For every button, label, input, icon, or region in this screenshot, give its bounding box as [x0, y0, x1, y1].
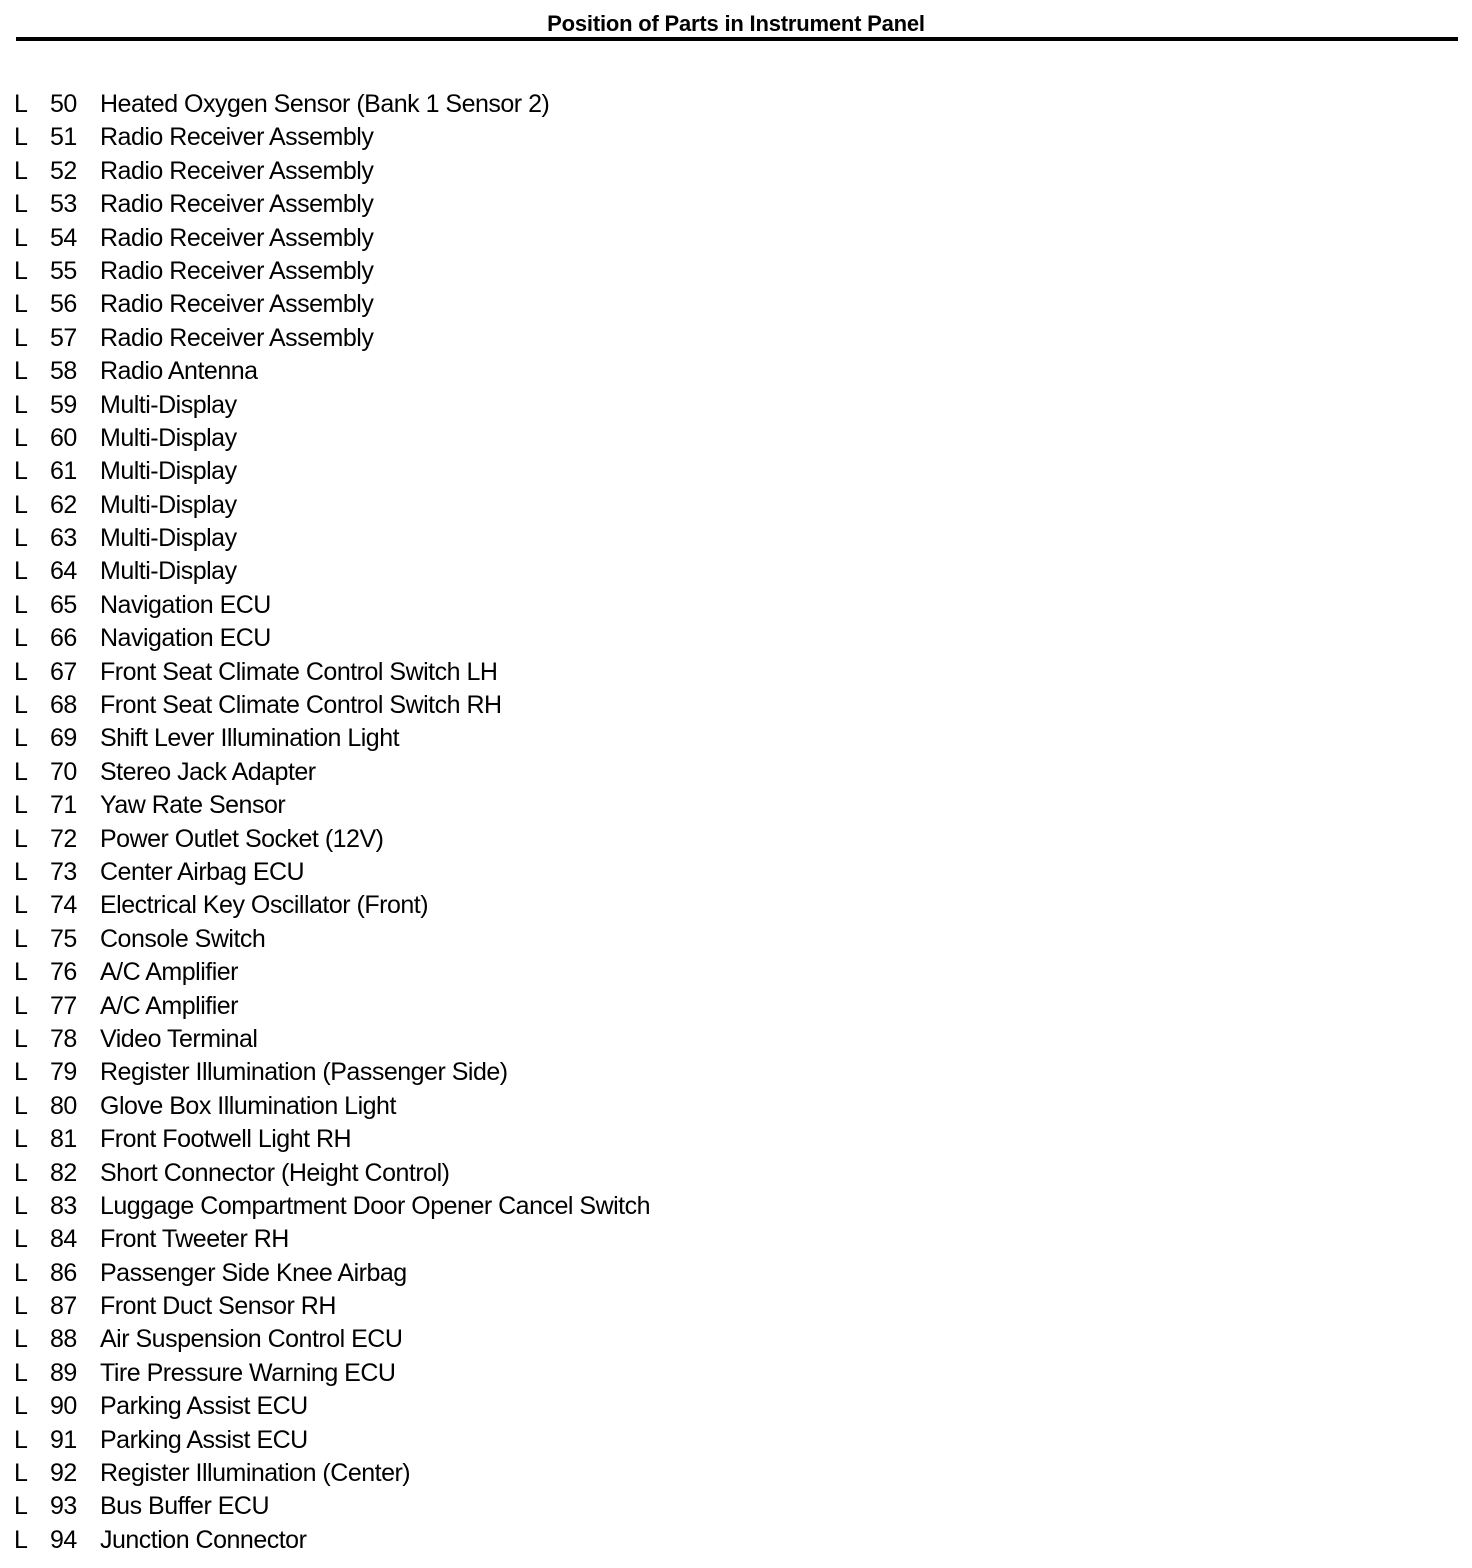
part-name: Shift Lever Illumination Light	[100, 724, 400, 753]
part-number: 68	[50, 691, 77, 720]
part-number: 81	[50, 1125, 77, 1154]
part-number: 94	[50, 1525, 77, 1554]
part-code: L	[14, 590, 28, 619]
part-name: Yaw Rate Sensor	[100, 791, 286, 820]
part-number: 75	[50, 924, 77, 953]
part-name: Multi-Display	[100, 524, 237, 553]
part-number: 72	[50, 824, 77, 853]
part-code: L	[14, 524, 28, 553]
part-code: L	[14, 457, 28, 486]
part-number: 79	[50, 1058, 77, 1087]
part-name: Multi-Display	[100, 557, 237, 586]
part-code: L	[14, 724, 28, 753]
part-name: Video Terminal	[100, 1024, 258, 1053]
part-code: L	[14, 924, 28, 953]
part-name: Radio Antenna	[100, 357, 258, 386]
part-number: 50	[50, 90, 77, 118]
part-code: L	[14, 691, 28, 720]
part-name: Multi-Display	[100, 490, 237, 519]
part-number: 78	[50, 1024, 77, 1053]
part-code: L	[14, 1492, 28, 1521]
part-name: Front Tweeter RH	[100, 1225, 289, 1254]
part-code: L	[14, 891, 28, 920]
part-number: 55	[50, 256, 77, 285]
part-number: 57	[50, 323, 77, 352]
part-code: L	[14, 290, 28, 319]
part-number: 54	[50, 223, 77, 252]
part-number: 52	[50, 156, 77, 185]
part-name: Front Footwell Light RH	[100, 1125, 352, 1154]
part-name: Radio Receiver Assembly	[100, 190, 374, 219]
part-number: 92	[50, 1459, 77, 1488]
part-code: L	[14, 256, 28, 285]
part-number: 90	[50, 1392, 77, 1421]
part-number: 74	[50, 891, 77, 920]
part-name: Air Suspension Control ECU	[100, 1325, 403, 1354]
part-number: 91	[50, 1425, 77, 1454]
part-name: Stereo Jack Adapter	[100, 757, 316, 786]
part-name: Radio Receiver Assembly	[100, 223, 374, 252]
part-code: L	[14, 1158, 28, 1187]
part-code: L	[14, 190, 28, 219]
part-name: A/C Amplifier	[100, 958, 238, 987]
part-name: Heated Oxygen Sensor (Bank 1 Sensor 2)	[100, 90, 550, 118]
part-number: 87	[50, 1292, 77, 1321]
part-name: Luggage Compartment Door Opener Cancel Switch	[100, 1191, 651, 1220]
part-code: L	[14, 557, 28, 586]
part-code: L	[14, 624, 28, 653]
part-name: Passenger Side Knee Airbag	[100, 1258, 407, 1287]
part-code: L	[14, 1091, 28, 1120]
part-name: Register Illumination (Center)	[100, 1459, 411, 1488]
part-code: L	[14, 123, 28, 152]
part-code: L	[14, 90, 28, 118]
part-code: L	[14, 824, 28, 853]
part-number: 73	[50, 857, 77, 886]
part-code: L	[14, 1358, 28, 1387]
part-name: Radio Receiver Assembly	[100, 323, 374, 352]
part-code: L	[14, 757, 28, 786]
part-number: 62	[50, 490, 77, 519]
part-number: 89	[50, 1358, 77, 1387]
part-number: 61	[50, 457, 77, 486]
part-code: L	[14, 1258, 28, 1287]
part-code: L	[14, 323, 28, 352]
part-code: L	[14, 490, 28, 519]
part-number: 51	[50, 123, 77, 152]
part-code: L	[14, 1024, 28, 1053]
part-number: 63	[50, 524, 77, 553]
part-number: 60	[50, 423, 77, 452]
part-code: L	[14, 423, 28, 452]
part-code: L	[14, 1459, 28, 1488]
part-number: 67	[50, 657, 77, 686]
part-code: L	[14, 156, 28, 185]
part-name: Front Seat Climate Control Switch LH	[100, 657, 498, 686]
part-code: L	[14, 223, 28, 252]
part-number: 58	[50, 357, 77, 386]
part-number: 84	[50, 1225, 77, 1254]
part-name: Radio Receiver Assembly	[100, 156, 374, 185]
part-number: 56	[50, 290, 77, 319]
part-number: 93	[50, 1492, 77, 1521]
part-number: 76	[50, 958, 77, 987]
part-number: 65	[50, 590, 77, 619]
part-number: 69	[50, 724, 77, 753]
part-name: Console Switch	[100, 924, 266, 953]
part-code: L	[14, 657, 28, 686]
part-name: Front Seat Climate Control Switch RH	[100, 691, 502, 720]
part-number: 82	[50, 1158, 77, 1187]
title-divider	[16, 37, 1458, 41]
part-name: Power Outlet Socket (12V)	[100, 824, 384, 853]
part-code: L	[14, 1325, 28, 1354]
part-name: Multi-Display	[100, 423, 237, 452]
part-code: L	[14, 1225, 28, 1254]
part-name: Radio Receiver Assembly	[100, 290, 374, 319]
part-code: L	[14, 357, 28, 386]
part-name: Parking Assist ECU	[100, 1425, 308, 1454]
part-code: L	[14, 1525, 28, 1554]
part-code: L	[14, 1425, 28, 1454]
part-number: 66	[50, 624, 77, 653]
page-title: Position of Parts in Instrument Panel	[547, 11, 925, 36]
part-name: Short Connector (Height Control)	[100, 1158, 450, 1187]
part-name: Radio Receiver Assembly	[100, 256, 374, 285]
part-name: Electrical Key Oscillator (Front)	[100, 891, 429, 920]
part-number: 64	[50, 557, 77, 586]
part-name: Bus Buffer ECU	[100, 1492, 270, 1521]
part-number: 88	[50, 1325, 77, 1354]
part-number: 70	[50, 757, 77, 786]
part-name: Junction Connector	[100, 1525, 307, 1554]
part-code: L	[14, 958, 28, 987]
part-code: L	[14, 1058, 28, 1087]
part-number: 86	[50, 1258, 77, 1287]
part-number: 83	[50, 1191, 77, 1220]
part-name: Multi-Display	[100, 390, 237, 419]
part-name: A/C Amplifier	[100, 991, 238, 1020]
part-name: Register Illumination (Passenger Side)	[100, 1058, 508, 1087]
part-number: 59	[50, 390, 77, 419]
part-code: L	[14, 390, 28, 419]
part-code: L	[14, 1392, 28, 1421]
part-code: L	[14, 1292, 28, 1321]
part-name: Tire Pressure Warning ECU	[100, 1358, 396, 1387]
part-name: Multi-Display	[100, 457, 237, 486]
part-number: 71	[50, 791, 77, 820]
part-name: Navigation ECU	[100, 624, 271, 653]
part-name: Glove Box Illumination Light	[100, 1091, 396, 1120]
part-name: Navigation ECU	[100, 590, 271, 619]
part-name: Parking Assist ECU	[100, 1392, 308, 1421]
part-number: 77	[50, 991, 77, 1020]
part-name: Radio Receiver Assembly	[100, 123, 374, 152]
part-code: L	[14, 1191, 28, 1220]
part-code: L	[14, 1125, 28, 1154]
part-number: 53	[50, 190, 77, 219]
part-name: Front Duct Sensor RH	[100, 1292, 336, 1321]
part-code: L	[14, 791, 28, 820]
part-number: 80	[50, 1091, 77, 1120]
part-code: L	[14, 857, 28, 886]
part-name: Center Airbag ECU	[100, 857, 305, 886]
part-code: L	[14, 991, 28, 1020]
